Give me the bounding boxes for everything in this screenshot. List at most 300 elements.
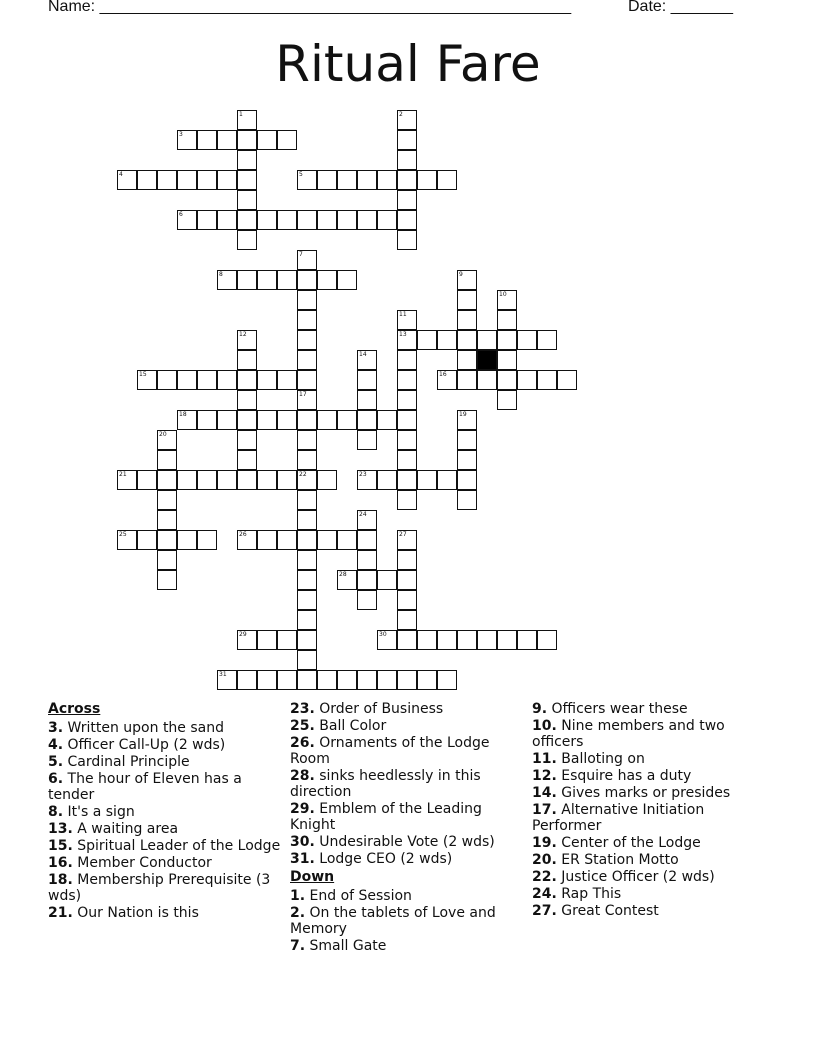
grid-cell[interactable] (237, 470, 257, 490)
grid-cell[interactable] (257, 630, 277, 650)
grid-cell[interactable] (497, 330, 517, 350)
clue-number-label: 12. (532, 768, 557, 784)
grid-cell[interactable] (457, 270, 477, 290)
grid-cell[interactable] (197, 170, 217, 190)
grid-cell[interactable] (217, 370, 237, 390)
grid-cell[interactable] (497, 630, 517, 650)
clue-item (290, 938, 525, 954)
grid-cell[interactable] (437, 370, 457, 390)
grid-cell[interactable] (237, 230, 257, 250)
grid-cell[interactable] (437, 330, 457, 350)
clue-number-label: 30. (290, 834, 315, 850)
clue-number-label: 22. (532, 869, 557, 885)
clue-text: Member Conductor (77, 855, 212, 871)
grid-cell[interactable] (237, 390, 257, 410)
grid-cell[interactable] (457, 350, 477, 370)
grid-cell[interactable] (397, 210, 417, 230)
grid-cell[interactable] (157, 570, 177, 590)
name-field-label[interactable]: Name: _____________________________________________________ (48, 0, 572, 15)
clue-number: 11 (399, 311, 407, 318)
grid-cell[interactable] (397, 150, 417, 170)
grid-cell[interactable] (217, 670, 237, 690)
grid-cell[interactable] (357, 510, 377, 530)
grid-cell[interactable] (377, 410, 397, 430)
grid-cell[interactable] (117, 170, 137, 190)
clue-text: The hour of Eleven has a tender (48, 771, 242, 803)
grid-cell[interactable] (137, 470, 157, 490)
clue-text: A waiting area (77, 821, 179, 837)
clue-item (48, 838, 283, 854)
grid-cell[interactable] (237, 330, 257, 350)
grid-cell[interactable] (457, 450, 477, 470)
clue-number: 14 (359, 351, 367, 358)
grid-cell[interactable] (257, 270, 277, 290)
grid-cell[interactable] (537, 630, 557, 650)
grid-cell[interactable] (337, 670, 357, 690)
grid-cell[interactable] (157, 430, 177, 450)
grid-cell[interactable] (297, 670, 317, 690)
grid-cell[interactable] (297, 530, 317, 550)
clue-number: 6 (179, 211, 183, 218)
grid-cell[interactable] (377, 170, 397, 190)
grid-cell[interactable] (417, 470, 437, 490)
grid-cell[interactable] (177, 210, 197, 230)
grid-cell[interactable] (317, 170, 337, 190)
clue-item (532, 751, 767, 767)
grid-cell[interactable] (177, 530, 197, 550)
grid-cell[interactable] (157, 170, 177, 190)
grid-cell[interactable] (357, 390, 377, 410)
clue-text: Small Gate (309, 938, 387, 954)
clue-number: 5 (299, 171, 303, 178)
clue-number-label: 23. (290, 701, 315, 717)
grid-cell[interactable] (457, 290, 477, 310)
grid-cell[interactable] (237, 450, 257, 470)
grid-cell[interactable] (257, 130, 277, 150)
grid-cell[interactable] (257, 530, 277, 550)
grid-cell[interactable] (457, 310, 477, 330)
clue-number-label: 27. (532, 903, 557, 919)
clue-number: 9 (459, 271, 463, 278)
clues-column-3 (532, 701, 767, 920)
grid-cell[interactable] (217, 270, 237, 290)
grid-cell[interactable] (237, 350, 257, 370)
grid-cell[interactable] (197, 130, 217, 150)
clue-number: 16 (439, 371, 447, 378)
grid-cell[interactable] (397, 450, 417, 470)
grid-cell[interactable] (237, 430, 257, 450)
grid-cell[interactable] (297, 570, 317, 590)
clue-item (532, 886, 767, 902)
clue-item (48, 771, 283, 803)
grid-cell[interactable] (397, 530, 417, 550)
grid-cell[interactable] (297, 470, 317, 490)
clue-number-label: 15. (48, 838, 73, 854)
clue-number: 3 (179, 131, 183, 138)
grid-cell[interactable] (297, 330, 317, 350)
grid-cell[interactable] (397, 190, 417, 210)
clue-number-label: 18. (48, 872, 73, 888)
grid-cell[interactable] (397, 370, 417, 390)
grid-cell[interactable] (357, 410, 377, 430)
grid-cell[interactable] (277, 210, 297, 230)
grid-cell[interactable] (297, 630, 317, 650)
clue-item (48, 754, 283, 770)
clue-item (48, 872, 283, 904)
clue-item (48, 804, 283, 820)
grid-cell[interactable] (357, 170, 377, 190)
clue-item (532, 785, 767, 801)
clue-number: 23 (359, 471, 367, 478)
grid-cell[interactable] (317, 470, 337, 490)
grid-cell[interactable] (177, 370, 197, 390)
grid-cell[interactable] (137, 370, 157, 390)
down-heading: Down (290, 869, 335, 885)
clue-number-label: 14. (532, 785, 557, 801)
grid-cell[interactable] (197, 370, 217, 390)
grid-cell[interactable] (277, 470, 297, 490)
grid-cell[interactable] (457, 630, 477, 650)
grid-cell[interactable] (437, 170, 457, 190)
grid-cell[interactable] (297, 510, 317, 530)
grid-cell[interactable] (357, 670, 377, 690)
grid-cell[interactable] (397, 470, 417, 490)
clue-item (48, 821, 283, 837)
grid-cell[interactable] (397, 310, 417, 330)
clue-text: Emblem of the Leading Knight (290, 801, 482, 833)
down-clue-list (290, 888, 525, 954)
clue-number: 22 (299, 471, 307, 478)
clue-text: Order of Business (319, 701, 444, 717)
grid-cell[interactable] (517, 630, 537, 650)
clue-number-label: 16. (48, 855, 73, 871)
clue-number-label: 3. (48, 720, 64, 736)
grid-cell[interactable] (277, 630, 297, 650)
grid-cell[interactable] (397, 490, 417, 510)
grid-cell[interactable] (157, 490, 177, 510)
grid-cell[interactable] (157, 450, 177, 470)
grid-cell[interactable] (297, 450, 317, 470)
grid-cell[interactable] (217, 130, 237, 150)
grid-cell[interactable] (437, 670, 457, 690)
clue-number: 21 (119, 471, 127, 478)
grid-cell[interactable] (297, 290, 317, 310)
clue-item (48, 737, 283, 753)
clue-number-label: 7. (290, 938, 306, 954)
grid-cell[interactable] (257, 210, 277, 230)
grid-cell[interactable] (417, 630, 437, 650)
clue-number-label: 6. (48, 771, 64, 787)
grid-cell[interactable] (537, 370, 557, 390)
clue-text: Membership Prerequisite (3 wds) (48, 872, 271, 904)
grid-cell[interactable] (237, 410, 257, 430)
grid-cell[interactable] (397, 570, 417, 590)
clue-number-label: 17. (532, 802, 557, 818)
clue-number: 19 (459, 411, 467, 418)
grid-cell[interactable] (337, 170, 357, 190)
grid-cell[interactable] (397, 630, 417, 650)
grid-cell[interactable] (177, 130, 197, 150)
grid-cell[interactable] (297, 210, 317, 230)
grid-cell[interactable] (197, 210, 217, 230)
grid-cell[interactable] (317, 410, 337, 430)
grid-cell[interactable] (437, 630, 457, 650)
clue-number-label: 20. (532, 852, 557, 868)
grid-cell[interactable] (297, 390, 317, 410)
clue-text: Written upon the sand (67, 720, 224, 736)
clue-text: Officers wear these (551, 701, 688, 717)
grid-cell[interactable] (417, 670, 437, 690)
clue-text: Ornaments of the Lodge Room (290, 735, 490, 767)
grid-cell[interactable] (317, 270, 337, 290)
grid-cell[interactable] (157, 370, 177, 390)
grid-cell[interactable] (217, 170, 237, 190)
grid-cell[interactable] (277, 130, 297, 150)
grid-cell[interactable] (237, 210, 257, 230)
grid-cell[interactable] (357, 210, 377, 230)
clue-number-label: 28. (290, 768, 315, 784)
grid-cell[interactable] (277, 410, 297, 430)
grid-cell[interactable] (257, 370, 277, 390)
grid-cell[interactable] (517, 370, 537, 390)
clue-text: On the tablets of Love and Memory (290, 905, 496, 937)
grid-cell[interactable] (457, 430, 477, 450)
grid-cell[interactable] (257, 410, 277, 430)
grid-cell[interactable] (237, 190, 257, 210)
grid-cell[interactable] (297, 550, 317, 570)
grid-cell[interactable] (237, 370, 257, 390)
grid-cell[interactable] (357, 430, 377, 450)
grid-cell[interactable] (277, 530, 297, 550)
grid-cell[interactable] (397, 430, 417, 450)
clue-item (532, 768, 767, 784)
clue-number: 18 (179, 411, 187, 418)
clue-number: 4 (119, 171, 123, 178)
grid-cell[interactable] (237, 110, 257, 130)
grid-cell[interactable] (357, 570, 377, 590)
clue-item (532, 835, 767, 851)
grid-cell[interactable] (317, 210, 337, 230)
grid-cell[interactable] (397, 670, 417, 690)
grid-cell[interactable] (237, 270, 257, 290)
grid-cell[interactable] (457, 330, 477, 350)
grid-cell[interactable] (297, 170, 317, 190)
grid-cell[interactable] (297, 610, 317, 630)
clue-text: Center of the Lodge (561, 835, 701, 851)
grid-cell[interactable] (237, 170, 257, 190)
grid-cell[interactable] (357, 530, 377, 550)
clue-item (290, 718, 525, 734)
grid-cell[interactable] (277, 670, 297, 690)
clue-text: Spiritual Leader of the Lodge (77, 838, 281, 854)
clue-text: Ball Color (319, 718, 387, 734)
grid-cell[interactable] (377, 470, 397, 490)
grid-cell[interactable] (397, 330, 417, 350)
grid-cell[interactable] (157, 550, 177, 570)
grid-cell[interactable] (557, 370, 577, 390)
grid-cell[interactable] (257, 670, 277, 690)
clue-number: 25 (119, 531, 127, 538)
clue-number-label: 25. (290, 718, 315, 734)
grid-cell[interactable] (417, 170, 437, 190)
clue-number: 26 (239, 531, 247, 538)
grid-cell[interactable] (457, 370, 477, 390)
grid-cell[interactable] (397, 390, 417, 410)
clue-number-label: 8. (48, 804, 64, 820)
grid-cell[interactable] (397, 550, 417, 570)
grid-cell[interactable] (497, 390, 517, 410)
grid-cell[interactable] (197, 470, 217, 490)
grid-cell[interactable] (397, 230, 417, 250)
clue-number: 10 (499, 291, 507, 298)
grid-cell[interactable] (397, 130, 417, 150)
clue-number-label: 29. (290, 801, 315, 817)
clue-number-label: 2. (290, 905, 306, 921)
clue-text: End of Session (309, 888, 412, 904)
grid-cell[interactable] (237, 150, 257, 170)
clue-text: Rap This (561, 886, 622, 902)
grid-cell[interactable] (297, 350, 317, 370)
clue-number-label: 26. (290, 735, 315, 751)
across-clue-list (48, 720, 283, 921)
grid-cell[interactable] (197, 530, 217, 550)
grid-cell[interactable] (477, 630, 497, 650)
grid-cell[interactable] (397, 590, 417, 610)
date-field-label[interactable]: Date: _______ (628, 0, 733, 15)
grid-cell[interactable] (337, 270, 357, 290)
clue-item (532, 701, 767, 717)
clue-number: 20 (159, 431, 167, 438)
grid-cell[interactable] (157, 530, 177, 550)
clue-number-label: 13. (48, 821, 73, 837)
clue-number: 7 (299, 251, 303, 258)
clue-number: 28 (339, 571, 347, 578)
clue-text: Lodge CEO (2 wds) (319, 851, 453, 867)
grid-cell[interactable] (337, 570, 357, 590)
grid-cell[interactable] (217, 210, 237, 230)
grid-cell[interactable] (117, 470, 137, 490)
grid-cell[interactable] (377, 210, 397, 230)
clue-number: 29 (239, 631, 247, 638)
grid-cell[interactable] (337, 530, 357, 550)
grid-cell[interactable] (237, 670, 257, 690)
grid-cell[interactable] (477, 370, 497, 390)
grid-cell[interactable] (317, 530, 337, 550)
grid-cell[interactable] (497, 290, 517, 310)
clue-number: 12 (239, 331, 247, 338)
clues-column-2 (290, 701, 525, 955)
clue-number: 31 (219, 671, 227, 678)
grid-cell[interactable] (397, 170, 417, 190)
grid-cell[interactable] (297, 650, 317, 670)
clue-number: 24 (359, 511, 367, 518)
grid-cell[interactable] (497, 350, 517, 370)
clue-number-label: 10. (532, 718, 557, 734)
grid-cell[interactable] (317, 670, 337, 690)
grid-cell[interactable] (297, 430, 317, 450)
grid-cell[interactable] (137, 530, 157, 550)
grid-cell[interactable] (237, 630, 257, 650)
grid-cell[interactable] (357, 470, 377, 490)
grid-cell[interactable] (397, 610, 417, 630)
grid-cell[interactable] (297, 250, 317, 270)
grid-cell[interactable] (237, 130, 257, 150)
clue-number: 27 (399, 531, 407, 538)
grid-cell[interactable] (197, 410, 217, 430)
grid-cell[interactable] (377, 570, 397, 590)
grid-cell[interactable] (257, 470, 277, 490)
grid-cell[interactable] (337, 410, 357, 430)
grid-cell[interactable] (417, 330, 437, 350)
clue-number-label: 31. (290, 851, 315, 867)
clue-item (290, 888, 525, 904)
grid-cell[interactable] (437, 470, 457, 490)
grid-cell[interactable] (477, 330, 497, 350)
grid-cell[interactable] (397, 110, 417, 130)
grid-cell[interactable] (137, 170, 157, 190)
clue-text: Undesirable Vote (2 wds) (319, 834, 495, 850)
grid-cell[interactable] (517, 330, 537, 350)
clue-number-label: 24. (532, 886, 557, 902)
clue-text: Esquire has a duty (561, 768, 692, 784)
grid-cell[interactable] (217, 470, 237, 490)
grid-cell[interactable] (457, 490, 477, 510)
grid-cell[interactable] (457, 470, 477, 490)
grid-cell[interactable] (377, 630, 397, 650)
clue-item (48, 720, 283, 736)
clue-item (290, 801, 525, 833)
grid-cell[interactable] (157, 470, 177, 490)
grid-cell[interactable] (157, 510, 177, 530)
clue-text: sinks heedlessly in this direction (290, 768, 481, 800)
clue-text: Cardinal Principle (67, 754, 190, 770)
grid-cell[interactable] (357, 550, 377, 570)
grid-cell[interactable] (457, 410, 477, 430)
grid-cell[interactable] (297, 490, 317, 510)
grid-cell[interactable] (377, 670, 397, 690)
clue-item (290, 701, 525, 717)
grid-cell[interactable] (177, 410, 197, 430)
grid-cell[interactable] (537, 330, 557, 350)
grid-cell[interactable] (337, 210, 357, 230)
clue-item (532, 869, 767, 885)
clue-item (290, 851, 525, 867)
grid-cell[interactable] (277, 370, 297, 390)
grid-cell[interactable] (397, 350, 417, 370)
grid-cell[interactable] (497, 310, 517, 330)
clue-number: 15 (139, 371, 147, 378)
grid-cell[interactable] (297, 270, 317, 290)
grid-cell[interactable] (277, 270, 297, 290)
grid-cell[interactable] (217, 410, 237, 430)
grid-cell[interactable] (397, 410, 417, 430)
grid-cell[interactable] (177, 170, 197, 190)
grid-cell[interactable] (297, 410, 317, 430)
grid-cell[interactable] (117, 530, 137, 550)
grid-cell[interactable] (357, 590, 377, 610)
grid-cell[interactable] (497, 370, 517, 390)
grid-cell[interactable] (357, 350, 377, 370)
grid-cell[interactable] (297, 310, 317, 330)
clue-number-label: 5. (48, 754, 64, 770)
grid-cell[interactable] (237, 530, 257, 550)
grid-cell[interactable] (177, 470, 197, 490)
grid-cell[interactable] (357, 370, 377, 390)
clue-item (290, 735, 525, 767)
grid-cell[interactable] (297, 370, 317, 390)
grid-cell[interactable] (297, 590, 317, 610)
clue-item (532, 802, 767, 834)
